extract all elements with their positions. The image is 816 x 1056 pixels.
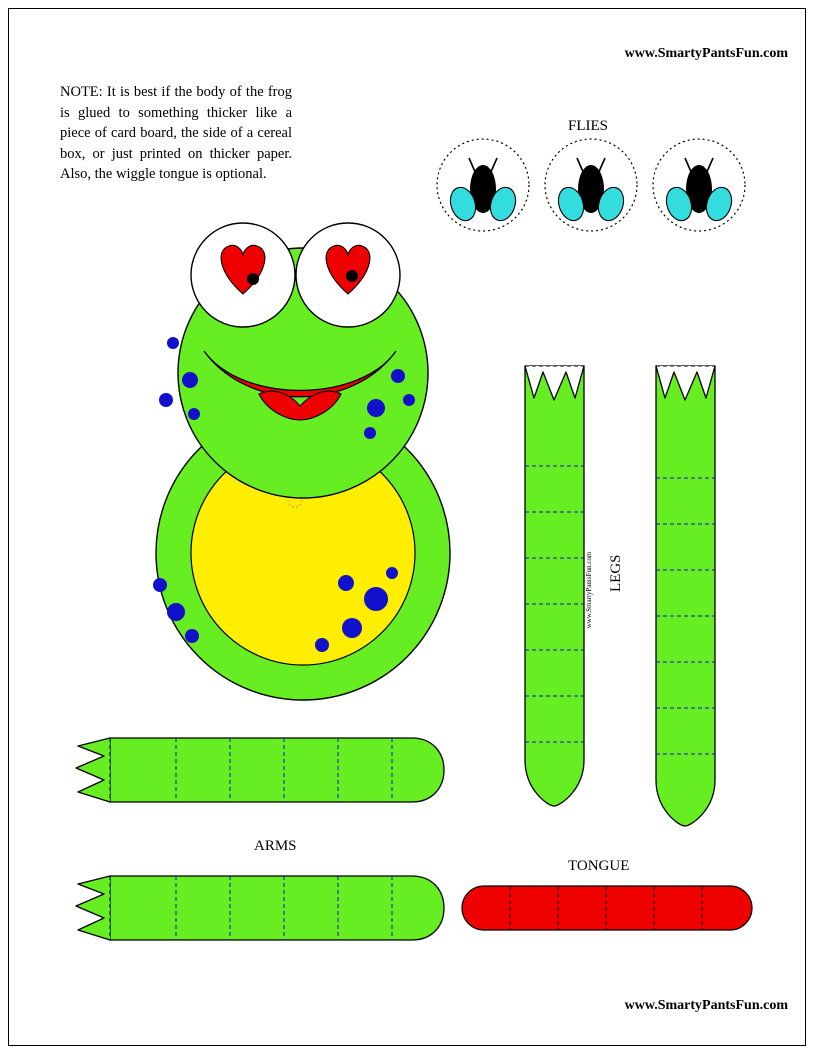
label-tongue: TONGUE	[568, 858, 630, 874]
fly-2	[545, 139, 637, 231]
fly-3	[653, 139, 745, 231]
label-legs: LEGS	[608, 554, 624, 592]
leg-inner-watermark: www.SmartyPantsFun.com	[585, 551, 593, 629]
label-flies: FLIES	[568, 118, 609, 134]
tongue-strip	[462, 886, 752, 930]
label-arms: ARMS	[254, 838, 297, 854]
instructions-note: NOTE: It is best if the body of the frog is glued to something thicker like a piece of card board, the side of a cereal box, or just printed on thicker paper. Also, the wiggle tongue is optional.	[60, 84, 292, 183]
leg-left	[525, 366, 593, 806]
fly-1	[437, 139, 529, 231]
watermark-bottom: www.SmartyPantsFun.com	[624, 998, 788, 1013]
frog-body	[153, 223, 450, 700]
arm-bottom	[76, 876, 444, 940]
watermark-top: www.SmartyPantsFun.com	[624, 46, 788, 61]
arm-top	[76, 738, 444, 802]
leg-right	[656, 366, 715, 826]
